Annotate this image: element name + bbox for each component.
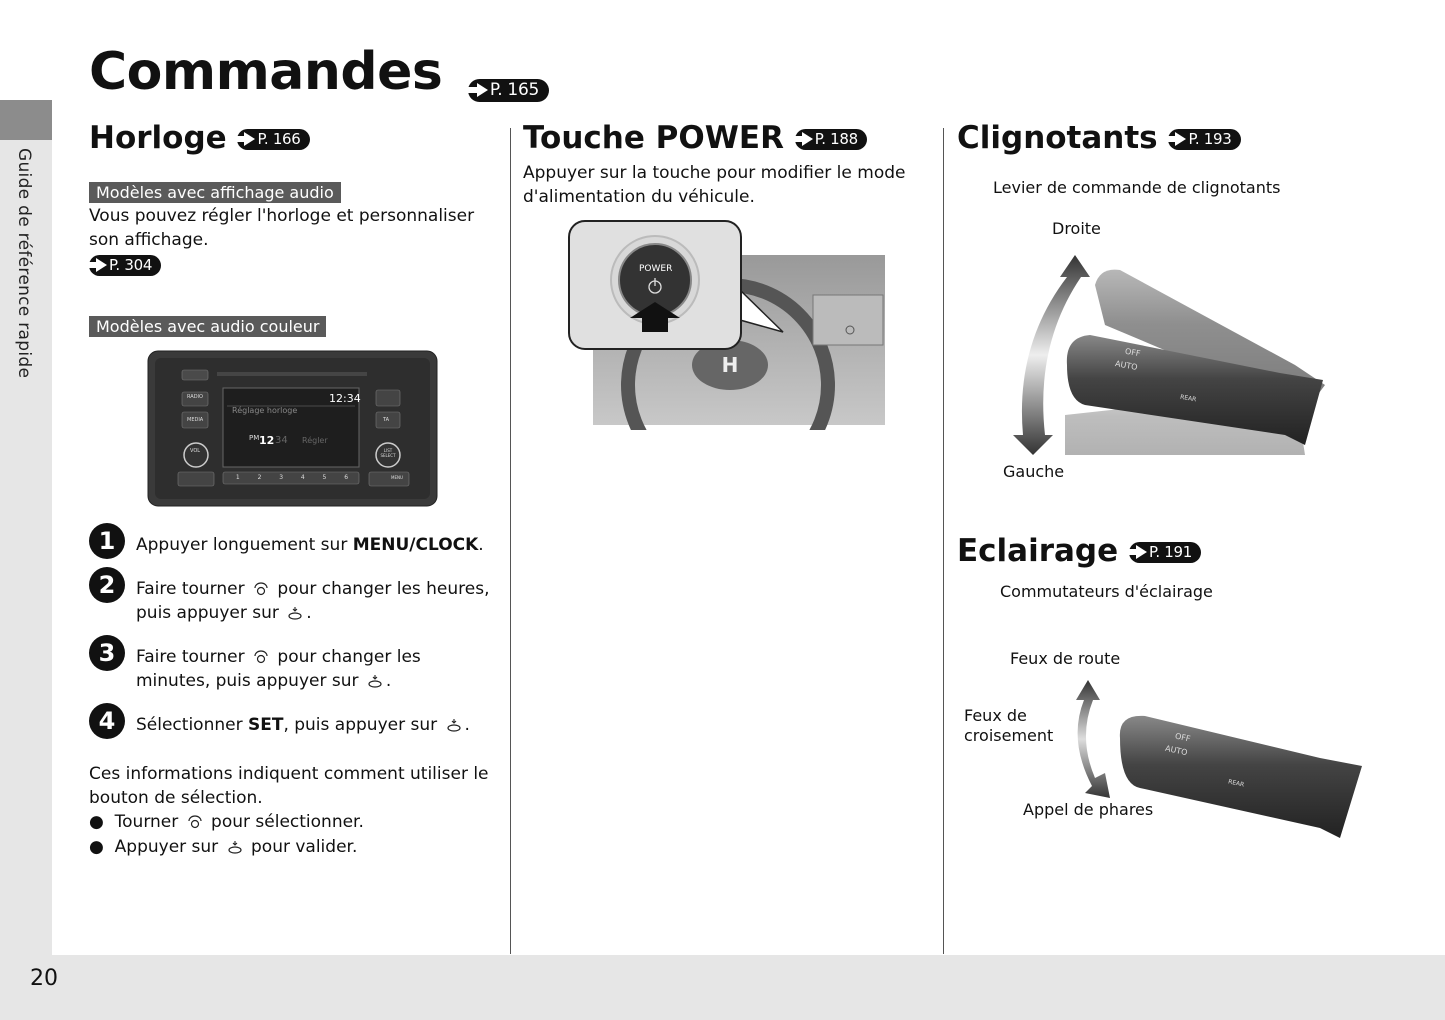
column-divider-2 <box>943 128 944 954</box>
rotate-knob-icon <box>187 815 203 829</box>
eclairage-ref-text: P. 191 <box>1148 543 1193 561</box>
radio-btn-ta[interactable]: TA <box>383 417 390 423</box>
horloge-audio-page-ref[interactable] <box>89 255 161 276</box>
radio-btn-media[interactable]: MEDIA <box>187 417 204 423</box>
bullet-press <box>89 835 357 859</box>
page-title-text: Commandes <box>89 42 443 102</box>
radio-minute: 34 <box>275 435 288 446</box>
switch-off-label: OFF <box>1174 731 1192 744</box>
label-feux-croisement: Feux de croisement <box>964 706 1054 745</box>
step4-bold: SET <box>247 715 284 735</box>
horloge-heading <box>89 120 310 156</box>
clignotants-page-ref[interactable] <box>1168 129 1240 150</box>
clignotants-heading-text: Clignotants <box>957 120 1158 156</box>
arrow-icon <box>477 83 488 97</box>
page-number: 20 <box>30 966 58 991</box>
horloge-audio-ref-text: P. 304 <box>109 256 153 274</box>
step1-pre: Appuyer longuement sur <box>136 535 353 555</box>
bullet2-post: pour valider. <box>245 837 358 857</box>
step-number-4: 4 <box>89 703 125 739</box>
preset-1[interactable]: 1 <box>235 474 240 481</box>
radio-knob-vol[interactable]: VOL <box>190 448 201 454</box>
power-heading-text: Touche POWER <box>523 120 784 156</box>
title-ref-text: P. 165 <box>489 80 539 100</box>
audio-unit-illustration <box>147 350 438 507</box>
arrow-icon <box>1136 545 1147 559</box>
power-ref-text: P. 188 <box>814 130 858 148</box>
label-color-audio-models: Modèles avec audio couleur <box>89 316 326 337</box>
radio-set: Régler <box>302 436 328 445</box>
step-number-2: 2 <box>89 567 125 603</box>
press-knob-icon <box>446 718 462 732</box>
step2-line1a: Faire tourner <box>136 579 250 599</box>
step-text-2 <box>136 577 496 625</box>
step-number-3: 3 <box>89 635 125 671</box>
arrow-icon <box>1175 132 1186 146</box>
step3-line1a: Faire tourner <box>136 647 250 667</box>
clignotants-ref-text: P. 193 <box>1188 130 1232 148</box>
sidebar-label: Guide de référence rapide <box>14 148 34 379</box>
lever-off-label: OFF <box>1124 346 1142 359</box>
selector-info-text: Ces informations indiquent comment utiliser le bouton de sélection. <box>89 764 489 808</box>
horloge-heading-text: Horloge <box>89 120 227 156</box>
headlight-switch-illustration <box>1050 678 1370 848</box>
step4-pre: Sélectionner <box>136 715 248 735</box>
title-page-ref[interactable] <box>468 79 549 102</box>
radio-clock-time: 12:34 <box>329 392 361 405</box>
horloge-audio-text: Vous pouvez régler l'horloge et personnaliser son affichage. <box>89 206 475 250</box>
step2-line2a: puis appuyer sur <box>136 603 285 623</box>
bullet-dot: ● <box>89 837 104 857</box>
bullet-rotate <box>89 810 364 834</box>
lever-auto-label: AUTO <box>1114 359 1139 372</box>
eclairage-caption: Commutateurs d'éclairage <box>1000 582 1213 601</box>
eclairage-page-ref[interactable] <box>1129 542 1201 563</box>
step-text-3 <box>136 645 496 693</box>
radio-btn-radio[interactable]: RADIO <box>187 394 203 400</box>
switch-rear-label: REAR <box>1227 778 1245 789</box>
power-page-ref[interactable] <box>795 129 867 150</box>
bullet2-pre: Appuyer sur <box>114 837 224 857</box>
press-knob-icon <box>367 674 383 688</box>
arrow-icon <box>802 132 813 146</box>
lever-rear-label: REAR <box>1179 393 1197 404</box>
horloge-ref-text: P. 166 <box>257 130 301 148</box>
step3-line2b: . <box>385 671 392 691</box>
step4-mid: , puis appuyer sur <box>283 715 443 735</box>
press-knob-icon <box>227 840 243 854</box>
step3-line2a: minutes, puis appuyer sur <box>136 671 364 691</box>
step-text-4 <box>136 713 496 737</box>
horloge-page-ref[interactable] <box>237 129 309 150</box>
step3-line1b: pour changer les <box>272 647 421 667</box>
step2-line1b: pour changer les heures, <box>272 579 490 599</box>
eclairage-heading <box>957 533 1201 569</box>
bullet1-pre: Tourner <box>114 812 184 832</box>
label-droite: Droite <box>1052 219 1101 238</box>
preset-6[interactable]: 6 <box>344 474 349 481</box>
radio-menu-title: Réglage horloge <box>232 406 298 415</box>
radio-knob-select[interactable]: LIST SELECT <box>380 448 396 458</box>
radio-btn-menu[interactable]: MENU <box>391 475 403 480</box>
radio-presets <box>227 474 357 481</box>
footer-band <box>0 955 1445 1020</box>
power-heading <box>523 120 867 156</box>
clignotants-caption: Levier de commande de clignotants <box>993 178 1281 197</box>
bullet1-post: pour sélectionner. <box>205 812 364 832</box>
step1-post: . <box>478 535 484 555</box>
step-text-1 <box>136 533 496 557</box>
rotate-knob-icon <box>253 582 269 596</box>
rotate-knob-icon <box>253 650 269 664</box>
power-button-illustration <box>568 220 888 430</box>
power-button-label: POWER <box>639 264 673 274</box>
power-text: Appuyer sur la touche pour modifier le mode d'alimentation du véhicule. <box>523 163 906 207</box>
column-divider-1 <box>510 128 511 954</box>
radio-hour: 12 <box>259 434 275 447</box>
step2-line2b: . <box>306 603 312 623</box>
label-feux-route: Feux de route <box>1010 649 1121 668</box>
preset-3[interactable]: 3 <box>279 474 284 481</box>
preset-2[interactable]: 2 <box>257 474 262 481</box>
sidebar-tab <box>0 100 52 140</box>
turn-signal-lever-illustration <box>1005 245 1330 460</box>
clignotants-heading <box>957 120 1241 156</box>
switch-auto-label: AUTO <box>1164 743 1189 758</box>
label-gauche: Gauche <box>1003 462 1065 481</box>
step1-bold: MENU/CLOCK <box>352 535 479 555</box>
preset-4[interactable]: 4 <box>300 474 305 481</box>
arrow-icon <box>244 132 255 146</box>
svg-text:H: H <box>721 353 739 377</box>
preset-5[interactable]: 5 <box>322 474 327 481</box>
step4-post: . <box>464 715 470 735</box>
press-knob-icon <box>287 606 303 620</box>
eclairage-heading-text: Eclairage <box>957 533 1119 569</box>
radio-pm: PM <box>249 434 260 442</box>
bullet-dot: ● <box>89 812 104 832</box>
label-appel-phares: Appel de phares <box>1023 800 1154 819</box>
label-audio-models: Modèles avec affichage audio <box>89 182 341 203</box>
arrow-icon <box>96 258 107 272</box>
page-title <box>89 42 549 102</box>
step-number-1: 1 <box>89 523 125 559</box>
